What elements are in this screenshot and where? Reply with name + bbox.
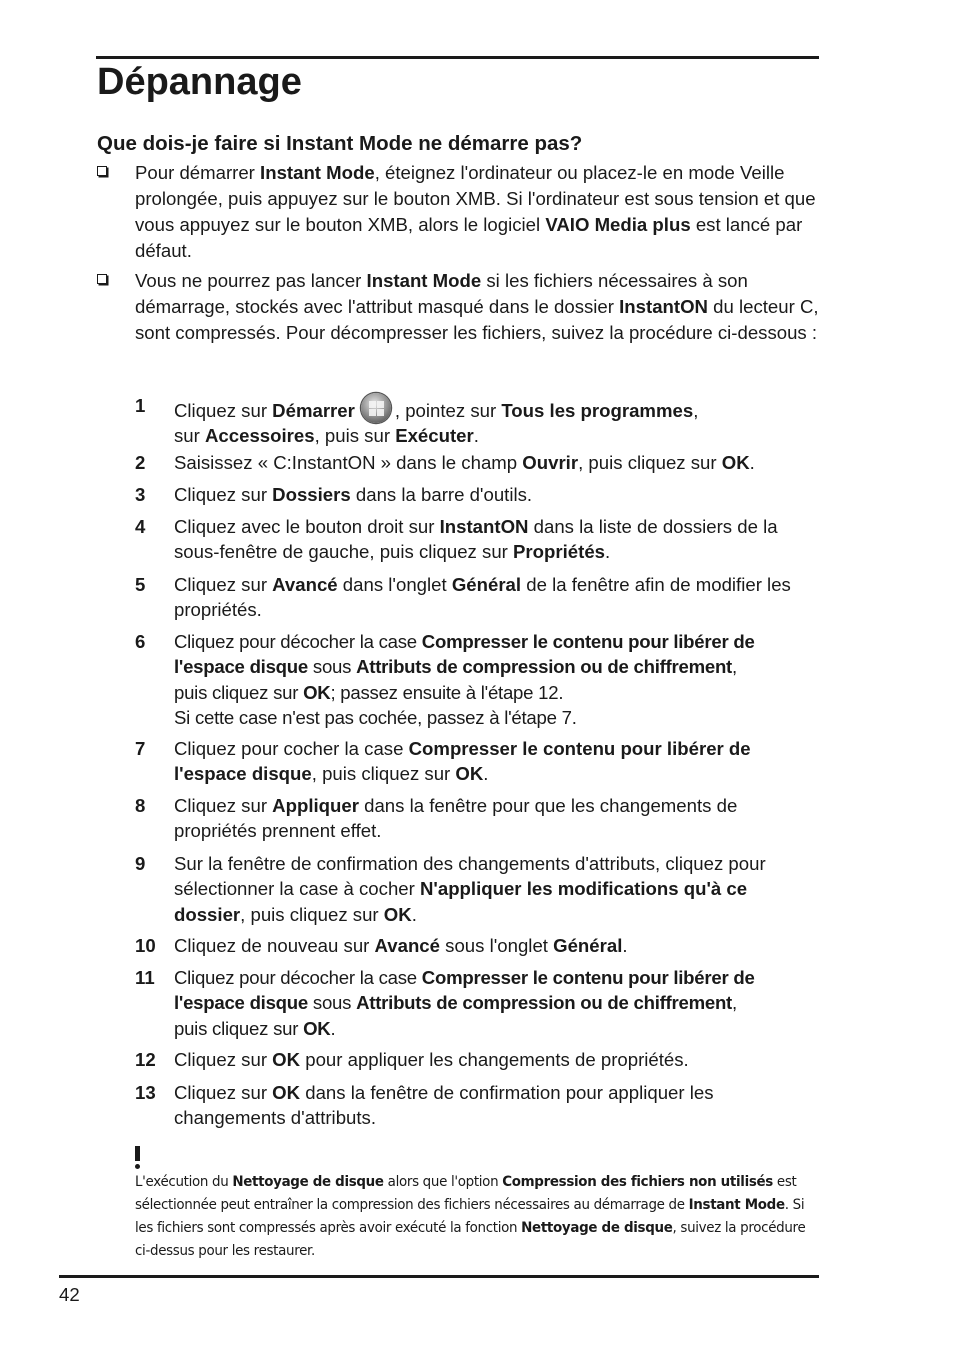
step-number: 12 xyxy=(135,1049,156,1070)
section-title: Que dois-je faire si Instant Mode ne démarre pas? xyxy=(97,132,583,155)
step-number: 9 xyxy=(135,853,146,874)
top-rule xyxy=(96,56,819,59)
step-text: Cliquez sur Dossiers dans la barre d'outils. xyxy=(174,484,533,505)
step-text: Sur la fenêtre de confirmation des changements d'attributs, cliquez pour sélectionner la case à cocher N'appliquer les modifications qu'à ce dossier, puis cliquez sur OK. xyxy=(174,853,766,925)
step-number: 7 xyxy=(135,738,146,759)
step-number: 3 xyxy=(135,484,146,505)
step-text: Cliquez pour décocher la case Compresser le contenu pour libérer de l'espace disque sous Attributs de compression ou de chiffrement, puis cliquez sur OK. xyxy=(174,967,755,1039)
step-text: Cliquez de nouveau sur Avancé sous l'onglet Général. xyxy=(174,935,628,956)
step-number: 6 xyxy=(135,631,146,652)
step-item xyxy=(135,629,819,730)
windows-start-orb-icon xyxy=(361,393,391,423)
step-item xyxy=(135,736,819,787)
step-text: Cliquez sur Démarrer , pointez sur Tous les programmes, sur Accessoires, puis sur Exécuter. xyxy=(174,393,819,449)
step-item xyxy=(135,851,819,927)
step-number: 2 xyxy=(135,452,146,473)
step-text: Cliquez avec le bouton droit sur InstantON dans la liste de dossiers de la sous-fenêtre de gauche, puis cliquez sur Propriétés. xyxy=(174,516,778,563)
bullet-text: Pour démarrer Instant Mode, éteignez l'ordinateur ou placez-le en mode Veille prolongée, puis appuyez sur le bouton XMB. Si l'ordinateur est sous tension et que vous appuyez sur le bouton XMB, alors le logiciel VAIO Media plus est lancé par défaut. xyxy=(135,162,816,261)
step-text: Cliquez sur OK dans la fenêtre de confirmation pour appliquer les changements d'attributs. xyxy=(174,1082,714,1129)
page-number: 42 xyxy=(59,1284,80,1305)
step-item xyxy=(135,1080,819,1131)
checkbox-bullet-icon xyxy=(97,274,107,284)
bottom-rule xyxy=(59,1275,819,1278)
bullet-item xyxy=(97,160,819,264)
step-item xyxy=(135,933,819,958)
checkbox-bullet-icon xyxy=(97,166,107,176)
step-number: 4 xyxy=(135,516,146,537)
step-number: 1 xyxy=(135,395,146,416)
step-item xyxy=(135,965,819,1041)
step-item xyxy=(135,514,819,565)
step-item xyxy=(135,1047,819,1072)
step-item xyxy=(135,393,819,449)
step-text: Cliquez sur Avancé dans l'onglet Général de la fenêtre afin de modifier les propriétés. xyxy=(174,574,791,621)
page-title: Dépannage xyxy=(97,61,302,103)
exclamation-icon xyxy=(135,1146,141,1170)
bullet-item xyxy=(97,268,819,346)
step-number: 8 xyxy=(135,795,146,816)
step-item xyxy=(135,793,819,844)
step-number: 11 xyxy=(135,967,155,988)
step-item xyxy=(135,572,819,623)
step-text: Cliquez sur OK pour appliquer les changements de propriétés. xyxy=(174,1049,689,1070)
step-item xyxy=(135,482,819,507)
step-text: Cliquez pour cocher la case Compresser le contenu pour libérer de l'espace disque, puis cliquez sur OK. xyxy=(174,738,751,785)
step-item xyxy=(135,450,819,475)
step-text: Cliquez sur Appliquer dans la fenêtre pour que les changements de propriétés prennent effet. xyxy=(174,795,738,842)
step-number: 5 xyxy=(135,574,146,595)
step-text: Cliquez pour décocher la case Compresser le contenu pour libérer de l'espace disque sous Attributs de compression ou de chiffrement, puis cliquez sur OK; passez ensuite à l'étape 12. Si cette case n'est pas cochée, passez à l'étape 7. xyxy=(174,631,755,728)
note-text: L'exécution du Nettoyage de disque alors que l'option Compression des fichiers non utilisés est sélectionnée peut entraîner la compression des fichiers nécessaires au démarrage de Instant Mode. Si les fichiers sont compressés après avoir exécuté la fonction Nettoyage de disque, suivez la procédure ci-dessus pour les restaurer. xyxy=(135,1173,806,1259)
step-number: 13 xyxy=(135,1082,156,1103)
step-number: 10 xyxy=(135,935,156,956)
step-text: Saisissez « C:InstantON » dans le champ Ouvrir, puis cliquez sur OK. xyxy=(174,452,755,473)
bullet-text: Vous ne pourrez pas lancer Instant Mode si les fichiers nécessaires à son démarrage, stockés avec l'attribut masqué dans le dossier InstantON du lecteur C, sont compressés. Pour décompresser les fichiers, suivez la procédure ci-dessous : xyxy=(135,270,819,343)
